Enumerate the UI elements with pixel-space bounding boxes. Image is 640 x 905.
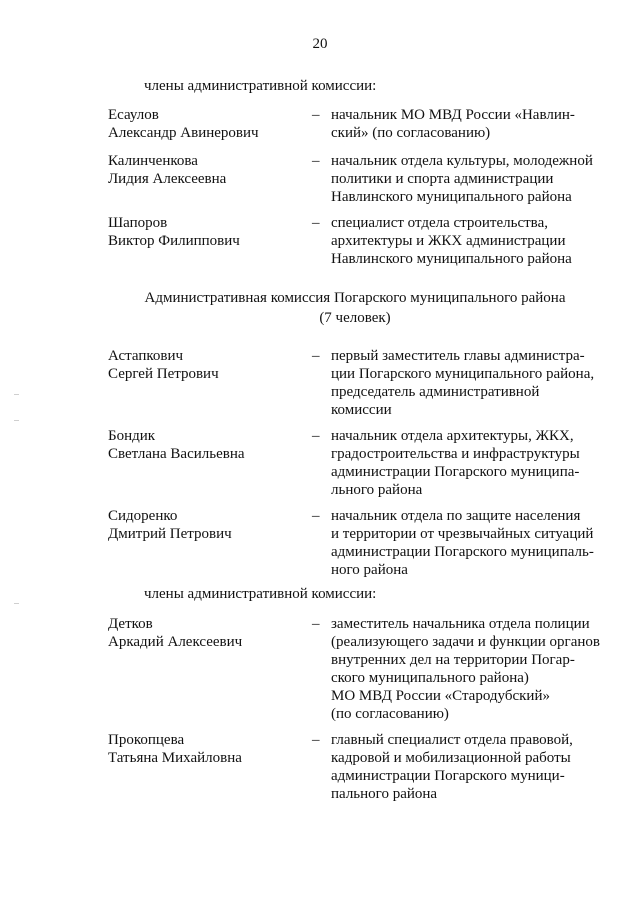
dash: –	[312, 153, 320, 169]
member-position: начальник отдела культуры, молодежной политики и спорта администрации Навлинского муниципального района	[331, 153, 593, 205]
member-name: Астапкович Сергей Петрович	[108, 348, 219, 382]
commission-title: Административная комиссия Погарского муниципального района (7 человек)	[144, 290, 566, 326]
member-name: Калинченкова Лидия Алексеевна	[108, 153, 227, 187]
scan-mark	[14, 603, 19, 604]
scan-mark	[14, 420, 19, 421]
member-name: Шапоров Виктор Филиппович	[108, 215, 240, 249]
dash: –	[312, 428, 320, 444]
dash: –	[312, 107, 320, 123]
member-name: Сидоренко Дмитрий Петрович	[108, 508, 232, 542]
member-position: специалист отдела строительства, архитектуры и ЖКХ администрации Навлинского муниципального района	[331, 215, 572, 267]
dash: –	[312, 508, 320, 524]
member-name: Бондик Светлана Васильевна	[108, 428, 245, 462]
member-name: Прокопцева Татьяна Михайловна	[108, 732, 242, 766]
member-position: начальник отдела по защите населения и территории от чрезвычайных ситуаций администрации Погарского муниципаль- ного района	[331, 508, 594, 578]
member-position: главный специалист отдела правовой, кадровой и мобилизационной работы администрации Погарского муници- пального района	[331, 732, 573, 802]
members-heading: члены административной комиссии:	[144, 78, 377, 94]
member-position: первый заместитель главы администра- ции Погарского муниципального района, председатель административной комиссии	[331, 348, 595, 418]
members-heading: члены административной комиссии:	[144, 586, 377, 602]
dash: –	[312, 616, 320, 632]
member-position: заместитель начальника отдела полиции (реализующего задачи и функции органов внутренних дел на территории Погар- ского муниципального района) МО МВД России «Стародубский» (по согласованию)	[331, 616, 600, 722]
member-position: начальник МО МВД России «Навлин- ский» (по согласованию)	[331, 107, 575, 141]
member-name: Детков Аркадий Алексеевич	[108, 616, 243, 650]
dash: –	[312, 348, 320, 364]
member-position: начальник отдела архитектуры, ЖКХ, градостроительства и инфраструктуры администрации Погарского муниципа- льного района	[331, 428, 580, 498]
dash: –	[312, 215, 320, 231]
page-number: 20	[312, 36, 328, 52]
dash: –	[312, 732, 320, 748]
scan-mark	[14, 394, 19, 395]
member-name: Есаулов Александр Авинерович	[108, 107, 259, 141]
